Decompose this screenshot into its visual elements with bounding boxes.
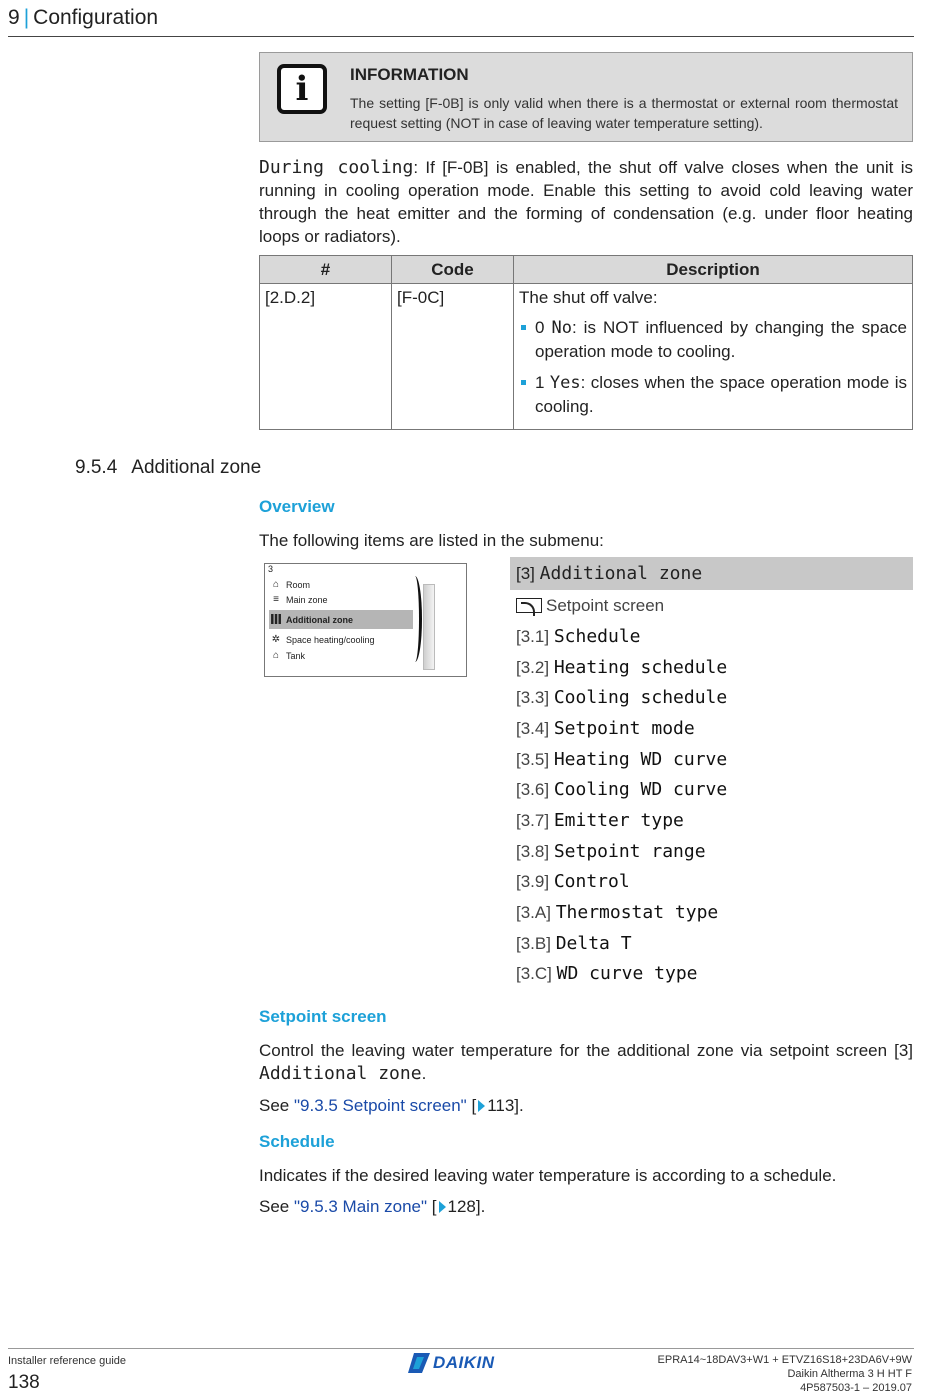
setting-table	[259, 255, 913, 430]
submenu-header-code: [3]	[516, 564, 535, 583]
setpoint-screen-link[interactable]: "9.3.5 Setpoint screen"	[293, 1096, 467, 1115]
submenu-label: Cooling WD curve	[553, 779, 728, 800]
information-box	[259, 52, 913, 142]
setpoint-text: Control the leaving water temperature for the additional zone via setpoint screen [3]	[259, 1041, 913, 1060]
page-header	[8, 6, 158, 30]
bracket: [	[431, 1197, 437, 1216]
submenu-label: Emitter type	[553, 810, 684, 831]
daikin-logo-icon	[408, 1353, 430, 1373]
main-zone-link[interactable]: "9.5.3 Main zone"	[293, 1197, 428, 1216]
submenu-code: [3.3]	[516, 688, 550, 707]
see-label: See	[259, 1197, 290, 1216]
screen-menu-label: Additional zone	[286, 614, 353, 625]
footer-guide-title: Installer reference guide	[8, 1355, 127, 1367]
submenu-label: WD curve type	[556, 963, 698, 984]
setpoint-code: Additional zone	[259, 1063, 422, 1084]
submenu-code: [3.2]	[516, 658, 550, 677]
page-arrow-icon	[478, 1100, 485, 1112]
information-text: The setting [F-0B] is only valid when there is a thermostat or external room thermostat request setting (NOT in case of leaving water temperature setting).	[350, 95, 898, 131]
footer-product: Daikin Altherma 3 H HT F	[787, 1368, 912, 1380]
home-icon: ⌂	[272, 579, 280, 590]
submenu-label: Cooling schedule	[553, 687, 728, 708]
option-item	[519, 316, 907, 363]
option-value: 0	[535, 318, 545, 337]
submenu-label: Setpoint screen	[546, 596, 665, 615]
submenu-code: [3.4]	[516, 719, 550, 738]
controller-screen-image	[264, 563, 467, 677]
option-keyword: No	[551, 318, 572, 338]
footer-models: EPRA14~18DAV3+W1 + ETVZ16S18+23DA6V+9W	[657, 1354, 912, 1366]
tank-icon: ⌂	[272, 650, 280, 661]
setpoint-screen-icon	[516, 598, 542, 613]
column-header-number: #	[260, 256, 392, 284]
screen-menu-item-selected	[269, 610, 413, 629]
setpoint-see-reference	[259, 1094, 913, 1117]
page-reference: 128].	[447, 1197, 486, 1216]
scrollbar-track	[423, 584, 435, 670]
header-separator: |	[23, 6, 30, 29]
bullet-icon	[521, 325, 526, 330]
submenu-header-label: Additional zone	[539, 563, 703, 584]
submenu-label: Control	[553, 871, 630, 892]
screen-menu-label: Space heating/cooling	[286, 634, 375, 645]
screen-menu-label: Main zone	[286, 594, 328, 605]
table-row	[260, 284, 913, 430]
submenu-item	[516, 749, 727, 770]
daikin-logo	[408, 1353, 495, 1373]
option-text: : is NOT influenced by changing the space operation mode to cooling.	[535, 318, 907, 361]
during-cooling-label: During cooling	[259, 157, 414, 178]
screen-menu-item	[269, 646, 414, 665]
bracket: [	[471, 1096, 477, 1115]
submenu-label: Delta T	[555, 933, 632, 954]
rotary-dial-arc	[408, 576, 422, 662]
section-title: Additional zone	[131, 457, 262, 478]
screen-menu-item	[269, 590, 414, 609]
overview-intro: The following items are listed in the submenu:	[259, 531, 604, 550]
submenu-label: Thermostat type	[555, 902, 719, 923]
setpoint-text-end: .	[421, 1064, 427, 1083]
setpoint-screen-heading: Setpoint screen	[259, 1007, 387, 1026]
submenu-code: [3.5]	[516, 750, 550, 769]
submenu-setpoint-screen	[516, 596, 664, 616]
footer-page-number: 138	[8, 1372, 40, 1393]
footer-divider	[8, 1348, 914, 1349]
submenu-code: [3.7]	[516, 811, 550, 830]
submenu-item	[516, 871, 630, 892]
radiator-icon: ≡	[273, 594, 279, 605]
option-item	[519, 371, 907, 418]
submenu-label: Setpoint range	[553, 841, 706, 862]
submenu-item	[516, 718, 695, 739]
submenu-header	[510, 557, 913, 590]
submenu-item	[516, 779, 727, 800]
submenu-item	[516, 687, 727, 708]
table-header-row	[260, 256, 913, 284]
information-title: INFORMATION	[350, 65, 469, 84]
option-value: 1	[535, 373, 545, 392]
submenu-item	[516, 810, 684, 831]
daikin-wordmark: DAIKIN	[433, 1353, 495, 1372]
cell-code: [F-0C]	[392, 284, 514, 430]
schedule-text: Indicates if the desired leaving water temperature is according to a schedule.	[259, 1166, 837, 1185]
description-intro: The shut off valve:	[519, 288, 658, 307]
submenu-item	[516, 841, 706, 862]
submenu-code: [3.6]	[516, 780, 550, 799]
chapter-number: 9	[8, 6, 20, 29]
section-number: 9.5.4	[75, 457, 118, 478]
radiator-icon: Ⅲ	[269, 611, 283, 627]
page-arrow-icon	[439, 1201, 446, 1213]
option-text: : closes when the space operation mode is cooling.	[535, 373, 907, 416]
page-reference: 113].	[487, 1096, 524, 1115]
footer-doc-id: 4P587503-1 – 2019.07	[800, 1382, 912, 1394]
screen-breadcrumb: 3	[268, 564, 274, 574]
section-heading	[75, 457, 261, 479]
submenu-item	[516, 963, 698, 984]
header-divider	[8, 36, 914, 37]
during-cooling-text: : If [F-0B] is enabled, the shut off valve closes when the unit is running in cooling operation mode. Enable this setting to avoid cold leaving water through the heat emitter and the forming of condensation (e.g. under floor heating loops or radiators).	[259, 158, 913, 246]
submenu-label: Heating WD curve	[553, 749, 728, 770]
screen-menu-label: Room	[286, 579, 311, 590]
column-header-code: Code	[392, 256, 514, 284]
overview-heading: Overview	[259, 497, 335, 516]
submenu-item	[516, 902, 718, 923]
submenu-code: [3.1]	[516, 627, 550, 646]
option-list	[519, 316, 907, 418]
submenu-label: Setpoint mode	[553, 718, 695, 739]
submenu-item	[516, 933, 632, 954]
column-header-description: Description	[514, 256, 913, 284]
information-icon: i	[277, 64, 327, 114]
submenu-code: [3.C]	[516, 964, 552, 983]
during-cooling-paragraph	[259, 156, 913, 248]
option-keyword: Yes	[549, 373, 581, 393]
setpoint-screen-text	[259, 1039, 913, 1085]
submenu-item	[516, 626, 641, 647]
cell-description	[514, 284, 913, 430]
submenu-code: [3.9]	[516, 872, 550, 891]
cell-number: [2.D.2]	[260, 284, 392, 430]
schedule-see-reference	[259, 1195, 913, 1218]
submenu-code: [3.8]	[516, 842, 550, 861]
screen-menu-label: Tank	[286, 650, 306, 661]
chapter-title: Configuration	[33, 6, 159, 29]
submenu-label: Heating schedule	[553, 657, 728, 678]
submenu-code: [3.A]	[516, 903, 551, 922]
see-label: See	[259, 1096, 290, 1115]
submenu-item	[516, 657, 727, 678]
submenu-code: [3.B]	[516, 934, 551, 953]
bullet-icon	[521, 380, 526, 385]
footer-product-info	[658, 1353, 912, 1395]
submenu-label: Schedule	[553, 626, 641, 647]
sun-snowflake-icon: ✲	[271, 634, 281, 645]
schedule-heading: Schedule	[259, 1132, 335, 1151]
